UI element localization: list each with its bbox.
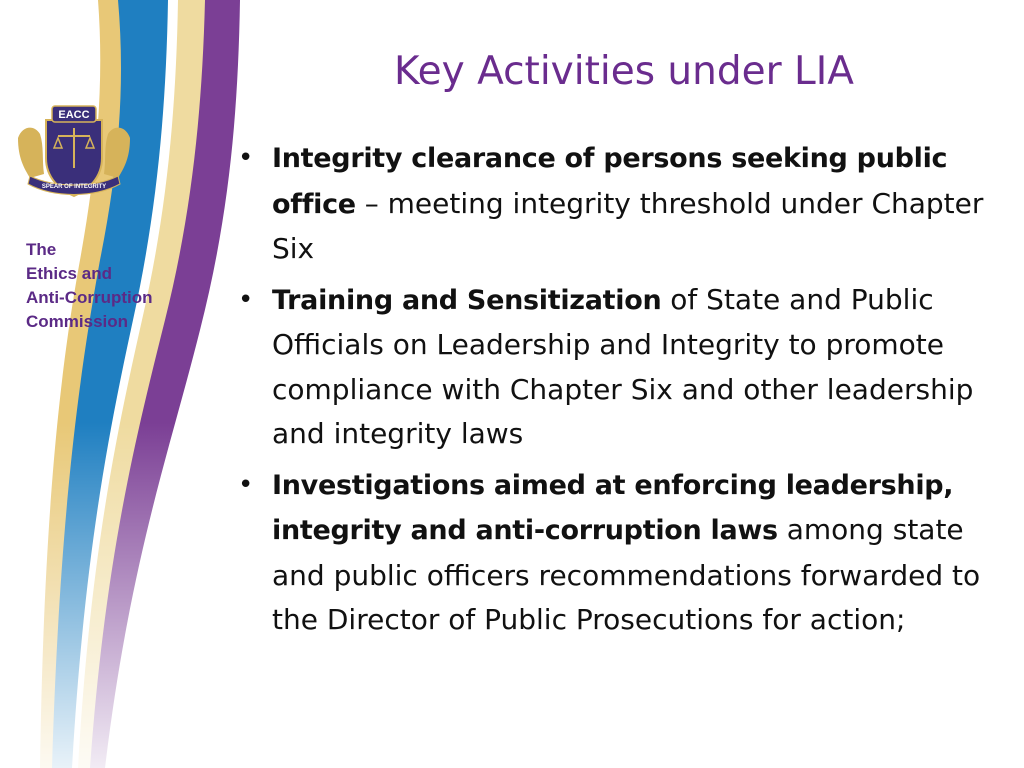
logo-badge-text: EACC (58, 109, 90, 121)
org-name-line1: The (26, 240, 57, 259)
bullet-body-text: among state and public officers recommendations forwarded to the Director of Public Prosecutions for action; (272, 513, 981, 636)
org-name-line4: Commission (26, 312, 129, 331)
eacc-logo (14, 98, 134, 202)
bullet-item-integrity-clearance (238, 136, 1008, 272)
org-name-line3: Anti-Corruption (26, 288, 153, 307)
bullet-dot-icon: • (238, 469, 254, 500)
bullet-bold-text: Integrity clearance of persons seeking public office (272, 143, 948, 220)
bullet-dot-icon: • (238, 143, 254, 173)
organization-name (26, 238, 196, 334)
bullet-bold-text: Investigations aimed at enforcing leadership, integrity and anti-corruption laws (272, 469, 954, 546)
slide-title: Key Activities under LIA (394, 49, 854, 94)
bullet-dot-icon: • (238, 284, 254, 315)
bullet-item-investigations (238, 463, 1008, 643)
bullet-list (238, 136, 1008, 649)
bullet-body-text: – meeting integrity threshold under Chapter Six (272, 186, 984, 265)
bullet-body-text: of State and Public Officials on Leadership and Integrity to promote compliance with Chapter Six and other leadership and integrity laws (272, 282, 974, 450)
bullet-bold-text: Training and Sensitization (272, 284, 662, 316)
bullet-item-training (238, 278, 1008, 457)
org-name-line2: Ethics and (26, 264, 112, 283)
logo-motto-text: SPEAR OF INTEGRITY (41, 184, 107, 190)
